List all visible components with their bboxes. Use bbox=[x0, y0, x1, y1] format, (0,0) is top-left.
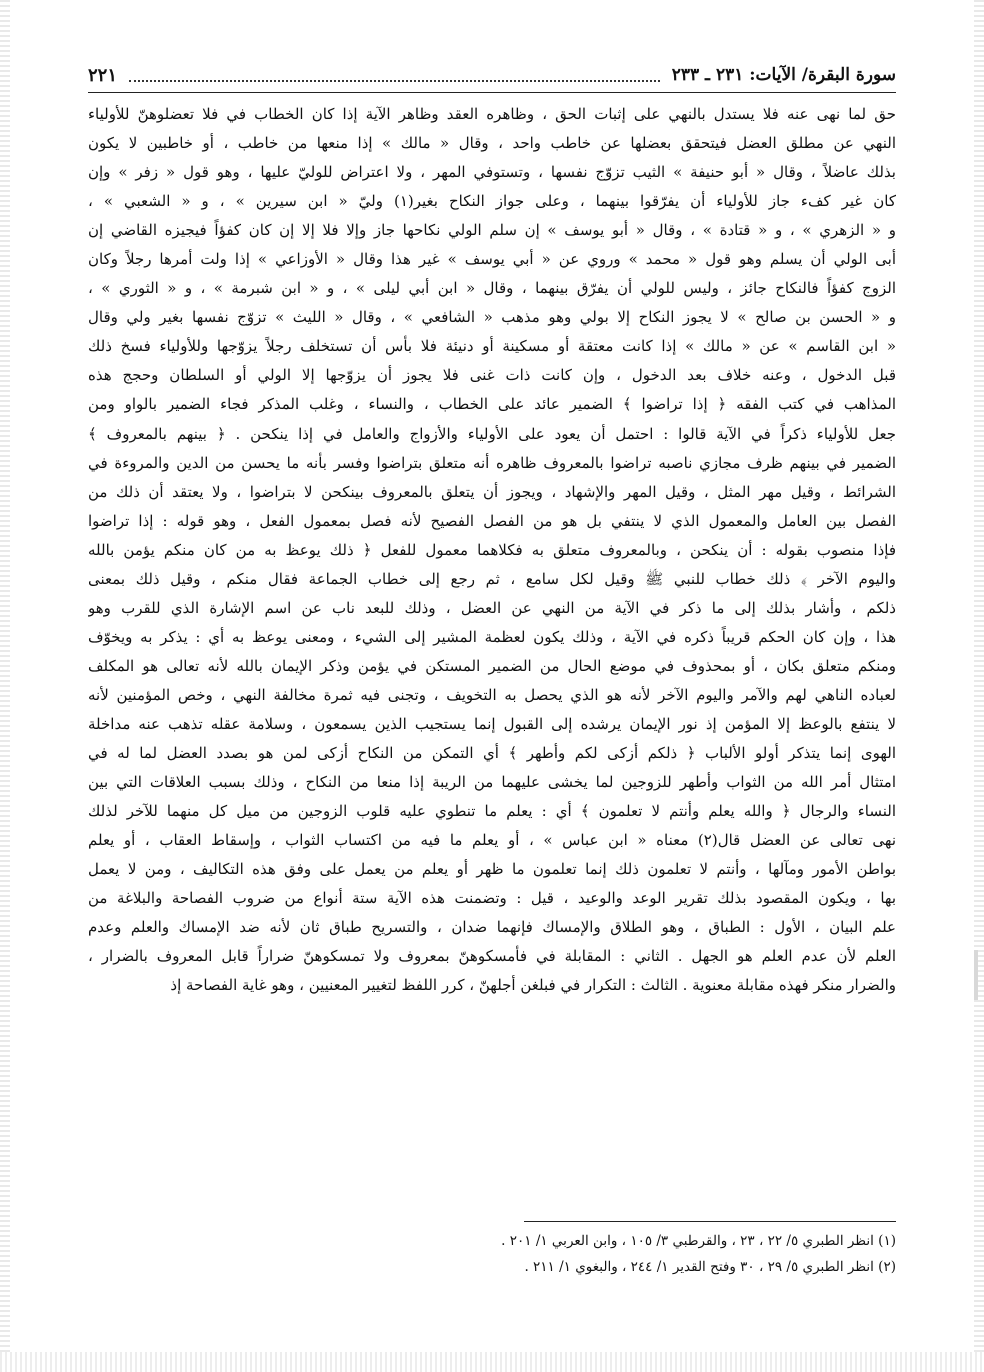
text-line: الشرائط ، وقيل مهر المثل ، وقيل المهر والإشهاد ، ويجوز أن يتعلق بالمعروف بينكحن لا بتراضوا ، ولا يعتقد أن ذلك من bbox=[88, 482, 896, 501]
page-number: ٢٢١ bbox=[88, 64, 118, 86]
main-text bbox=[88, 100, 896, 1000]
text-line: بها ، ويكون المقصود بذلك تقرير الوعد والوعيد ، قيل : وتضمنت هذه الآية ستة أنواع من ضروب الفصاحة والبلاغة من bbox=[88, 889, 896, 908]
text-line: بواطن الأمور ومآلها ، وأنتم لا تعلمون ذلك إنما تعلمون ما ظهر أو يعلم من يعمل على وفق هذه التكاليف ، ومن لا يعمل bbox=[88, 860, 896, 879]
text-line: النساء والرجال ﴿ والله يعلم وأنتم لا تعلمون ﴾ أي : يعلم ما تنطوي عليه قلوب الزوجين من ميل كل منهما للآخر لذلك bbox=[88, 802, 896, 821]
text-line: هذا ، وإن كان الحكم قريباً ذكره في الآية ، وذلك يكون لعظمة المشير إلى الشيء ، ومعنى يوعظ به أي : يذكر به ويخوّف bbox=[88, 627, 896, 646]
text-line: العلم لأن عدم العلم هو الجهل . الثاني : المقابلة في فأمسكوهنّ بمعروف ولا تمسكوهنّ ضراراً قابل المعروف بالضرار ، bbox=[88, 947, 896, 966]
text-line: أبى الولي أن يسلم وهو قول « محمد » وروي عن « أبي يوسف » غير هذا وقال « الأوزاعي » إذا ولت أمرها رجلاً وكان bbox=[88, 250, 896, 269]
scan-mark bbox=[974, 950, 978, 1000]
footnotes bbox=[196, 1228, 896, 1280]
text-line: الفصل بين العامل والمعمول الذي لا ينتفي بل هو من الفصل الفصيح لأنه فصل بمعمول الفعل ، وهو قوله : إذا تراضوا bbox=[88, 511, 896, 530]
text-line: ومنكم متعلق بكان ، أو بمحذوف في موضع الحال من الضمير المستكن في يؤمن وذكر الإيمان بالله لأنه تعالى هو المكلف bbox=[88, 656, 896, 675]
text-line: بذلك عاضلاً ، وقال « أبو حنيفة » الثيب تزوّج نفسها ، وتستوفي المهر ، ولا اعتراض للوليّ عليها ، وهو قول « زفر » وإن bbox=[88, 163, 896, 182]
text-line: نهى تعالى عن العضل قال(٢) معناه « ابن عباس » ، أو يعلم ما فيه من اكتساب الثواب ، وإسقاط العقاب ، أو يعلم bbox=[88, 831, 896, 850]
scan-edge-bottom bbox=[0, 1352, 984, 1372]
scan-edge-right bbox=[974, 0, 984, 1372]
text-line: و « الزهري » ، و « قتادة » ، وقال « أبو يوسف » إن سلم الولي نكاحها جاز وإلا فلا إلا إن كان كفؤاً فيجيزه القاضي إن bbox=[88, 221, 896, 240]
text-line: و « الحسن بن صالح » لا يجوز النكاح إلا بولي وهو مذهب « الشافعي » ، وقال « الليث » تزوّج نفسها بغير ولي وقال bbox=[88, 308, 896, 327]
text-line: الضمير في بينهم ظرف مجازي ناصبه تراضوا بالمعروف ظاهره أنه متعلق بتراضوا وفسر بأنه ما يحسن من الدين والمروءة في bbox=[88, 453, 896, 472]
footnote: (٢) انظر الطبري ٥/ ٢٩ ، ٣٠ وفتح القدير ١/ ٢٤٤ ، والبغوي ١/ ٢١١ . bbox=[524, 1259, 896, 1275]
text-line: الزوج كفؤاً فالنكاح جائز ، وليس للولي أن يفرّق بينهما ، وقال « ابن أبي ليلى » ، و « ابن شبرمة » ، و « الثوري » ، bbox=[88, 279, 896, 298]
scan-edge-left bbox=[0, 0, 10, 1372]
text-line: لعباده الناهي لهم والآمر واليوم الآخر لأنه هو الذي يحصل به التخويف ، وتجنى فيه ثمرة مخالفة النهي ، وخص المؤمنين لأنه bbox=[88, 685, 896, 704]
running-header bbox=[88, 58, 896, 93]
header-title: سورة البقرة/ الآيات: ٢٣١ ـ ٢٣٣ bbox=[671, 65, 896, 85]
footnote-separator bbox=[524, 1221, 896, 1222]
text-line: جعل للأولياء ذكراً في الآية قالوا : احتمل أن يعود على الأولياء والأزواج والعامل في إذا ينكحن . ﴿ بينهم بالمعروف ﴾ bbox=[88, 424, 896, 443]
text-line: حق لما نهى عنه فلا يستدل بالنهي على إثبات الحق ، وظاهره العقد وظاهر الآية إذا كان الخطاب في فلا تعضلوهنّ للأولياء bbox=[88, 105, 896, 123]
text-line: لا ينتفع بالوعظ إلا المؤمن إذ نور الإيمان يرشده إلى القبول إنما يستجيب الذين يسمعون ، وسلامة عقله تذهب عنه مداخلة bbox=[88, 714, 896, 733]
text-line: علم البيان ، الأول : الطباق ، وهو الطلاق والإمساك فإنهما ضدان ، والتسريح طباق ثان لأنه ضد الإمساك والعلم وعدم bbox=[88, 918, 896, 937]
text-line: المذاهب في كتب الفقه ﴿ إذا تراضوا ﴾ الضمير عائد على الخطاب ، والنساء ، وغلب المذكر فجاء الضمير بالواو ومن bbox=[88, 395, 896, 414]
text-line: قبل الدخول ، وعنه خلاف بعد الدخول ، وإن كانت ذات غنى فلا يجوز أن يزوّجها إلا الولي أو السلطان وحجج هذه bbox=[88, 366, 896, 385]
text-line: كان غير كفء جاز للأولياء أن يفرّقوا بينهما ، وعلى جواز النكاح بغير(١) وليّ « ابن سيرين » ، و « الشعبي » ، bbox=[88, 192, 896, 211]
text-line: والضرار منكر فهذه مقابلة معنوية . الثالث : التكرار في فبلغن أجلهنّ ، كرر اللفظ لتغيير المعنيين ، وهو غاية الفصاحة إذ bbox=[170, 976, 896, 995]
text-line: الهوى إنما يتذكر أولو الألباب ﴿ ذلكم أزكى لكم وأطهر ﴾ أي التمكن من النكاح أزكى لمن هو بصدد العضل لما له في bbox=[88, 744, 896, 763]
footnote: (١) انظر الطبري ٥/ ٢٢ ، ٢٣ ، والقرطبي ٣/ ١٠٥ ، وابن العربي ١/ ٢٠١ . bbox=[501, 1233, 896, 1249]
header-leader-dots bbox=[129, 80, 660, 82]
text-line: امتثال أمر الله من الثواب وأطهر للزوجين لما يخشى عليهما من الريبة إذا منعا من النكاح ، وذلك بسبب العلاقات التي بين bbox=[88, 773, 896, 792]
text-line: واليوم الآخر ﴾ ذلك خطاب للنبي ﷺ وقيل لكل سامع ، ثم رجع إلى خطاب الجماعة فقال منكم ، وقيل ذلك بمعنى bbox=[88, 569, 896, 588]
text-line: النهي عن مطلق العضل فيتحقق بعضلها عن خاطب واحد ، وقال « مالك » إذا منعها من خاطب ، أو خاطبين لا يكون bbox=[88, 134, 896, 153]
text-line: « ابن القاسم » عن « مالك » إذا كانت معتقة أو مسكينة أو دنيئة فلا بأس أن تستخلف رجلاً يزوّجها وللأولياء فسخ ذلك bbox=[88, 337, 896, 356]
text-line: فإذا منصوب بقوله : أن ينكحن ، وبالمعروف متعلق به فكلاهما معمول للفعل ﴿ ذلك يوعظ به من كان منكم يؤمن بالله bbox=[88, 540, 896, 559]
text-line: ذلكم ، وأشار بذلك إلى ما ذكر في الآية من النهي عن العضل ، وذلك للبعد ناب عن اسم الإشارة الذي للقرب وهو bbox=[88, 598, 896, 617]
